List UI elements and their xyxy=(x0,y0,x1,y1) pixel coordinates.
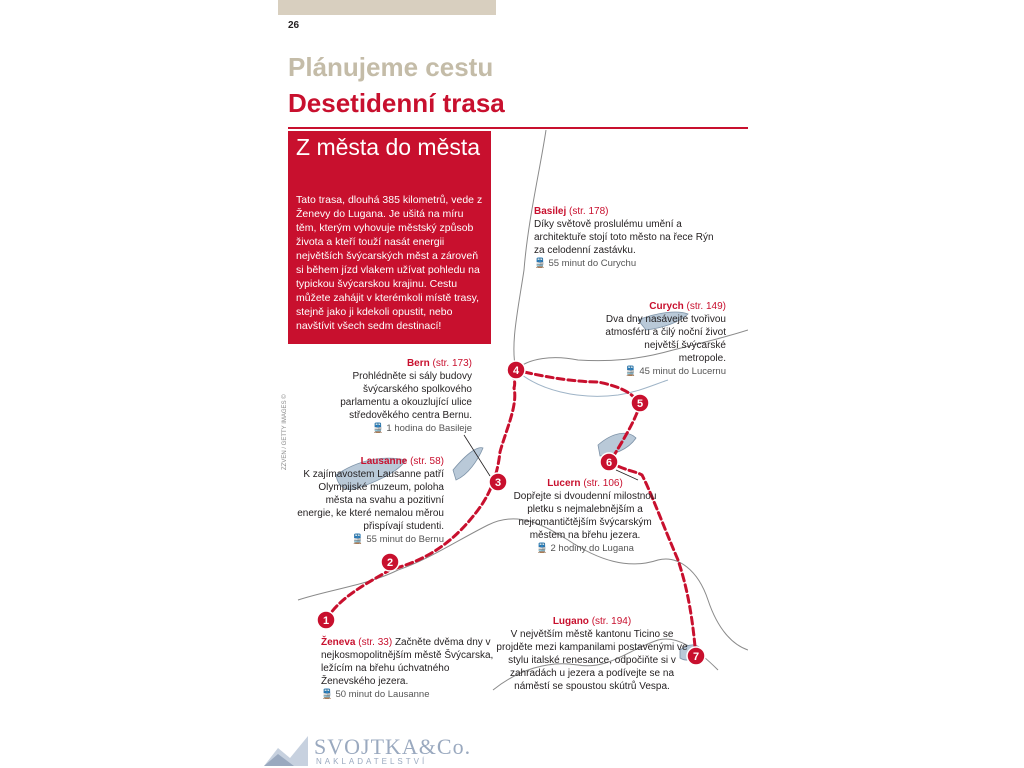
stop-transit-2: 🚆 55 minut do Bernu xyxy=(351,534,444,545)
svg-text:6: 6 xyxy=(605,457,613,469)
stop-desc-6: Dopřejte si dvoudenní milostnou pletku s nejmalebnějším a nejromantičtějším švýcarským městem na břehu jezera. xyxy=(513,491,657,541)
svg-text:2: 2 xyxy=(386,557,394,569)
stop-transit-1: 🚆 50 minut do Lausanne xyxy=(321,689,430,700)
stop-name-1: Ženeva xyxy=(321,637,356,648)
page-tab xyxy=(278,0,496,15)
stop-name-6: Lucern xyxy=(547,478,581,489)
logo-mark-icon xyxy=(264,736,308,766)
stop-label-5 xyxy=(596,300,726,378)
section-kicker: Plánujeme cestu xyxy=(288,52,494,82)
stop-marker-6 xyxy=(600,453,618,471)
stop-desc-7: V největším městě kantonu Ticino se projděte mezi kampanilami postavenými ve stylu italské renesance, odpočiňte si v zahradách u jezera a podívejte se na náměstí se spoustou skútrů Vespa. xyxy=(496,629,688,692)
book-page xyxy=(278,0,748,768)
stop-page-1: (str. 33) xyxy=(358,637,393,648)
stop-name-2: Lausanne xyxy=(360,456,408,467)
page-number: 26 xyxy=(288,20,300,31)
stop-label-2 xyxy=(292,455,444,546)
stop-page-6: (str. 106) xyxy=(583,478,623,489)
stop-transit-5: 🚆 45 minut do Lucernu xyxy=(624,366,726,377)
stop-label-6 xyxy=(510,477,660,555)
stop-name-7: Lugano xyxy=(552,616,589,627)
logo-wordmark: SVOJTKA&Co. xyxy=(314,734,472,759)
svg-text:3: 3 xyxy=(494,477,502,489)
stop-marker-3 xyxy=(489,473,507,491)
intro-box xyxy=(288,131,491,344)
page-title: Desetidenní trasa xyxy=(288,88,505,118)
stop-label-7 xyxy=(494,615,690,693)
stop-page-7: (str. 194) xyxy=(591,616,632,627)
stop-transit-3: 🚆 1 hodina do Basileje xyxy=(371,423,472,434)
stop-name-5: Curych xyxy=(649,301,684,312)
stop-label-4 xyxy=(534,205,719,270)
stop-page-5: (str. 149) xyxy=(686,301,726,312)
publisher-logo xyxy=(262,733,472,767)
title-rule xyxy=(288,127,748,129)
svg-text:4: 4 xyxy=(512,365,520,377)
stop-name-3: Bern xyxy=(406,358,430,369)
stop-page-2: (str. 58) xyxy=(410,456,444,467)
intro-heading: Z města do města xyxy=(296,134,481,160)
stop-desc-4: Díky světově proslulému umění a architektuře stojí toto město na řece Rýn za celodenní zastávku. xyxy=(534,219,714,256)
logo-subtitle: NAKLADATELSTVÍ xyxy=(316,757,428,766)
stop-name-4: Basilej xyxy=(534,206,567,217)
stop-label-1 xyxy=(321,636,496,701)
stop-desc-2: K zajímavostem Lausanne patří Olympijské muzeum, poloha města na svahu a pozitivní energie, ke které nemalou měrou přispívají studenti. xyxy=(297,469,444,532)
stop-marker-4 xyxy=(507,361,525,379)
stop-desc-3: Prohlédněte si sály budovy švýcarského spolkového parlamentu a okouzlující ulice středověkého centra Bernu. xyxy=(340,371,472,421)
svg-text:1: 1 xyxy=(322,615,330,627)
photo-credit: ZZVEN / GETTY IMAGES © xyxy=(282,394,288,470)
stop-desc-5: Dva dny nasávejte tvořivou atmosféru a čilý noční život největší švýcarské metropole. xyxy=(605,314,726,364)
stop-desc-1: Začněte dvěma dny v nejkosmopolitnějším městě Švýcarska, ležícím na břehu úchvatného Ženevského jezera. xyxy=(321,637,494,687)
svg-text:7: 7 xyxy=(692,651,700,663)
stop-label-3 xyxy=(338,357,472,435)
stop-page-3: (str. 173) xyxy=(432,358,472,369)
stop-marker-2 xyxy=(381,553,399,571)
stop-transit-4: 🚆 55 minut do Curychu xyxy=(534,258,637,269)
stop-marker-1 xyxy=(317,611,335,629)
stop-transit-6: 🚆 2 hodiny do Lugana xyxy=(536,543,634,554)
svg-text:5: 5 xyxy=(636,398,644,410)
stop-page-4: (str. 178) xyxy=(569,206,609,217)
stop-marker-5 xyxy=(631,394,649,412)
intro-text: Tato trasa, dlouhá 385 kilometrů, vede z Ženevy do Lugana. Je ušitá na míru těm, kterým vyhovuje městský způsob života a kteří touží nasát energii největších švýcarských měst a zároveň si během jízd vlakem užívat pohledu na typickou švýcarskou krajinu. Cestu můžete zahájit v kterémkoli místě trasy, stejně jako ji kdekoli opustit, nebo navštívit všech sedm destinací! xyxy=(296,194,483,332)
